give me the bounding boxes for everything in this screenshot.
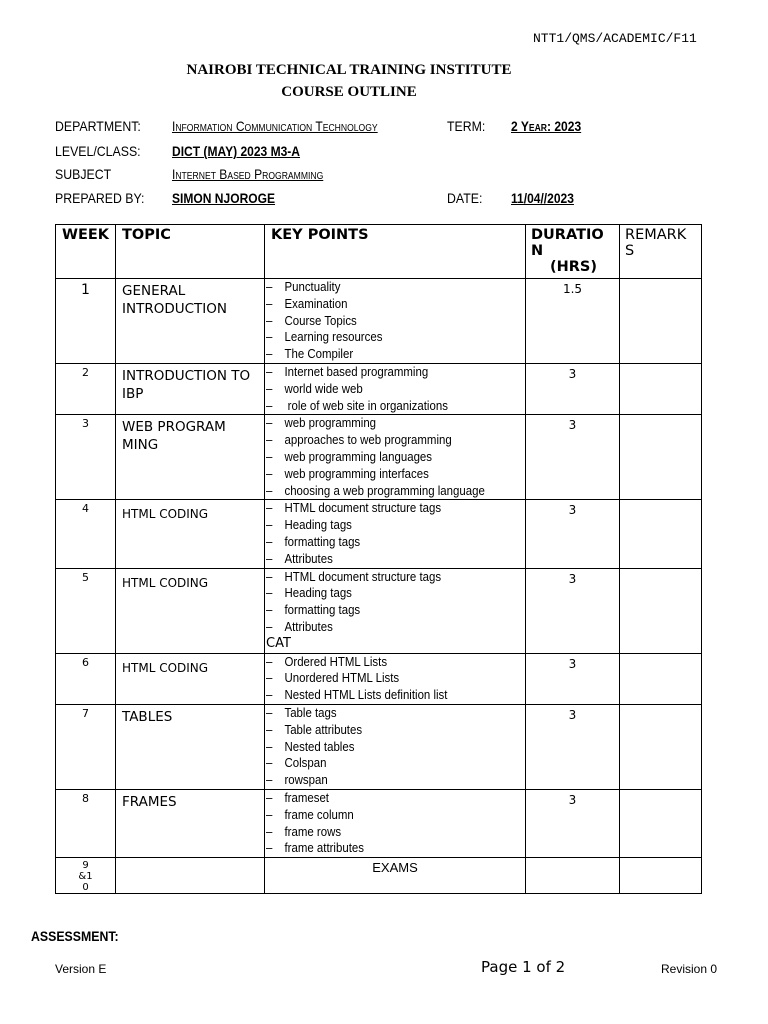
assessment-heading: ASSESSMENT: — [31, 928, 119, 944]
week-cell: 2 — [56, 363, 116, 414]
key-point: – rowspan — [266, 772, 328, 788]
key-point: – frame rows — [266, 823, 342, 839]
key-point: – Table attributes — [266, 721, 363, 737]
key-point: – Ordered HTML Lists — [266, 653, 388, 669]
level-label: LEVEL/CLASS: — [55, 143, 141, 159]
level-value: DICT (MAY) 2023 M3-A — [172, 143, 301, 159]
topic-cell: WEB PROGRAM MING — [116, 415, 265, 500]
duration-cell: 3 — [526, 789, 620, 857]
key-point: – Table tags — [266, 704, 337, 720]
remarks-cell — [620, 415, 702, 500]
department-label: DEPARTMENT: — [55, 118, 141, 134]
key-point: – frame column — [266, 806, 354, 822]
subject-value: Internet Based Programming — [172, 166, 324, 182]
table-row — [56, 653, 702, 704]
table-row — [56, 858, 702, 894]
remarks-cell — [620, 789, 702, 857]
key-points-cell — [265, 568, 526, 653]
key-point: – Internet based programming — [266, 363, 429, 379]
key-point: – Examination — [266, 295, 348, 311]
key-point: – formatting tags — [266, 533, 361, 549]
key-point: – frameset — [266, 789, 329, 805]
header-remarks — [620, 225, 702, 279]
table-row — [56, 789, 702, 857]
key-point: – Nested HTML Lists definition list — [266, 687, 448, 703]
remarks-cell — [620, 653, 702, 704]
key-points-cell — [265, 500, 526, 568]
remarks-cell — [620, 858, 702, 894]
week-cell: 8 — [56, 789, 116, 857]
remarks-cell — [620, 704, 702, 789]
table-header-row — [56, 225, 702, 279]
remarks-cell — [620, 568, 702, 653]
key-points-cell — [265, 704, 526, 789]
key-point: – Heading tags — [266, 517, 352, 533]
footer-revision: Revision 0 — [661, 962, 718, 976]
key-point: – HTML document structure tags — [266, 568, 442, 584]
key-points-cell — [265, 415, 526, 500]
table-row — [56, 415, 702, 500]
key-points-cell — [265, 653, 526, 704]
topic-cell: GENERAL INTRODUCTION — [116, 279, 265, 364]
prepared-by-value: SIMON NJOROGE — [172, 190, 276, 206]
table-row — [56, 568, 702, 653]
key-point: – Punctuality — [266, 279, 341, 294]
key-points-cell — [265, 363, 526, 414]
date-value: 11/04//2023 — [511, 190, 574, 206]
header-remarks-line2: S — [625, 243, 635, 259]
duration-cell: 3 — [526, 415, 620, 500]
header-duration-line1: DURATIO — [531, 227, 604, 243]
duration-cell: 3 — [526, 653, 620, 704]
course-outline-table — [55, 224, 702, 894]
date-label: DATE: — [447, 190, 483, 206]
key-point: – frame attributes — [266, 840, 364, 856]
document-title: COURSE OUTLINE — [281, 84, 417, 100]
week-cell: 6 — [56, 653, 116, 704]
week-cell: 5 — [56, 568, 116, 653]
remarks-cell — [620, 500, 702, 568]
prepared-by-label: PREPARED BY: — [55, 190, 145, 206]
week-cell: 9 &1 0 — [56, 858, 116, 894]
table-row — [56, 279, 702, 364]
duration-cell: 3 — [526, 704, 620, 789]
table-row — [56, 500, 702, 568]
header-key-points: KEY POINTS — [265, 225, 526, 279]
term-label: TERM: — [447, 118, 486, 134]
document-code: NTT1/QMS/ACADEMIC/F11 — [533, 31, 697, 46]
topic-cell: FRAMES — [116, 789, 265, 857]
key-point: – Attributes — [266, 550, 333, 566]
key-point: – role of web site in organizations — [266, 397, 448, 413]
key-point: – Attributes — [266, 618, 333, 634]
key-point: – formatting tags — [266, 602, 361, 618]
table-row — [56, 704, 702, 789]
key-point: – web programming interfaces — [266, 465, 429, 481]
key-point: – world wide web — [266, 380, 363, 396]
key-point: – Unordered HTML Lists — [266, 670, 400, 686]
remarks-cell — [620, 363, 702, 414]
header-duration — [526, 225, 620, 279]
key-point: – Colspan — [266, 755, 327, 771]
topic-cell: HTML CODING — [116, 500, 265, 568]
key-point: – Course Topics — [266, 312, 357, 328]
topic-cell: HTML CODING — [116, 653, 265, 704]
key-point: – web programming — [266, 415, 377, 431]
key-point: – Heading tags — [266, 585, 352, 601]
department-value: Information Communication Technology — [172, 118, 378, 134]
week-cell: 3 — [56, 415, 116, 500]
table-row — [56, 363, 702, 414]
key-point: – Nested tables — [266, 738, 355, 754]
header-week: WEEK — [56, 225, 116, 279]
topic-cell: HTML CODING — [116, 568, 265, 653]
key-point: – web programming languages — [266, 448, 433, 464]
header-remarks-line1: REMARK — [625, 227, 687, 243]
topic-cell: TABLES — [116, 704, 265, 789]
term-value: 2 Year: 2023 — [511, 118, 582, 134]
key-point: – HTML document structure tags — [266, 500, 442, 516]
duration-cell — [526, 858, 620, 894]
week-cell: 4 — [56, 500, 116, 568]
footer-page-number: Page 1 of 2 — [481, 958, 566, 976]
key-point: – approaches to web programming — [266, 432, 452, 448]
key-point: – The Compiler — [266, 346, 354, 362]
week-cell: 7 — [56, 704, 116, 789]
duration-cell: 3 — [526, 500, 620, 568]
exams-cell: EXAMS — [265, 858, 526, 894]
header-topic: TOPIC — [116, 225, 265, 279]
duration-cell: 1.5 — [526, 279, 620, 364]
header-duration-line3: (HRS) — [550, 259, 597, 275]
key-points-cell — [265, 789, 526, 857]
week-cell: 1 — [56, 279, 116, 364]
duration-cell: 3 — [526, 363, 620, 414]
header-duration-line2: N — [531, 243, 544, 259]
institute-name: NAIROBI TECHNICAL TRAINING INSTITUTE — [186, 62, 512, 78]
footer-version: Version E — [55, 962, 107, 976]
duration-cell: 3 — [526, 568, 620, 653]
cat-note: CAT — [266, 635, 291, 651]
key-point: – Learning resources — [266, 329, 383, 345]
topic-cell — [116, 858, 265, 894]
topic-cell: INTRODUCTION TO IBP — [116, 363, 265, 414]
key-points-cell — [265, 279, 526, 364]
remarks-cell — [620, 279, 702, 364]
subject-label: SUBJECT — [55, 166, 112, 182]
key-point: – choosing a web programming language — [266, 482, 485, 498]
